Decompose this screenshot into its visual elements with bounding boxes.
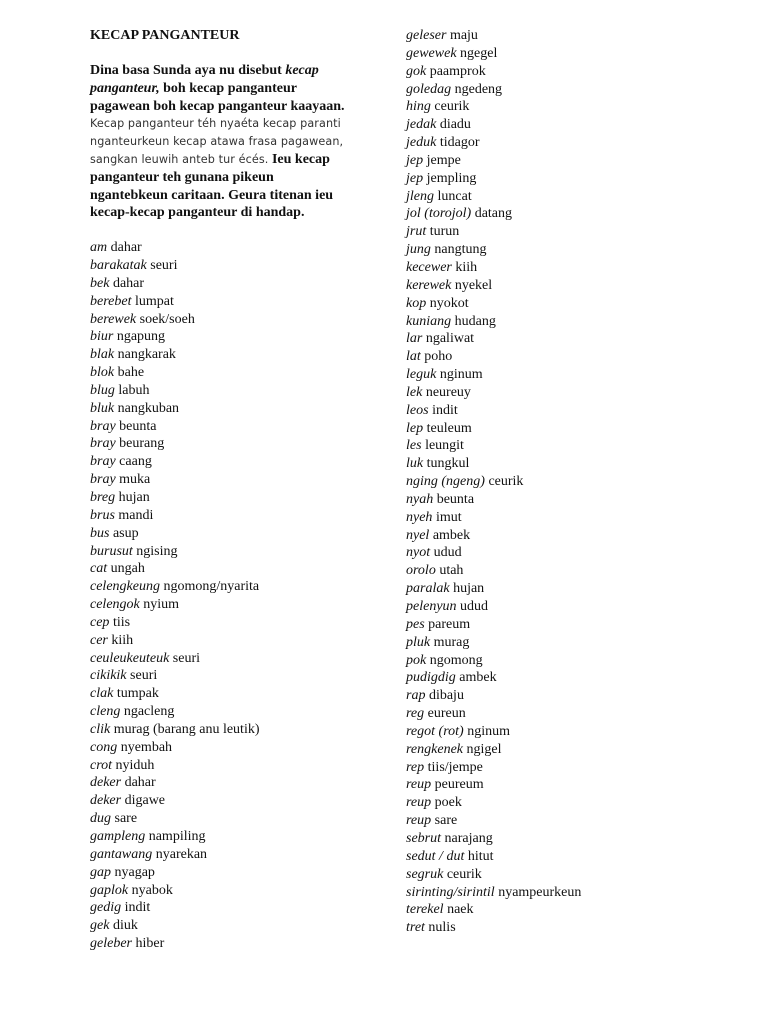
entry-meaning: ceurik [434,99,470,115]
entry-word: hing [406,99,431,115]
entry-meaning: ngomong/nyarita [163,579,260,595]
entry-word: deker [90,775,122,791]
entry-word: jrut [406,224,427,240]
entry-meaning: labuh [118,382,150,398]
entry-meaning: ngacleng [123,704,175,720]
list-item [90,328,390,346]
entry-word: kop [406,295,427,311]
entry-word: gedig [90,900,122,916]
entry-meaning: ngapung [116,329,166,345]
list-item [90,346,390,364]
entry-word: bus [90,525,110,541]
entry-word: bray [90,418,116,434]
list-item [90,543,390,561]
entry-word: bek [90,275,110,291]
entry-meaning: nampiling [148,829,206,845]
list-item [406,170,756,188]
list-item [90,864,390,882]
entry-meaning: ngaliwat [425,331,475,347]
entry-meaning: ngedeng [454,81,503,97]
left-column [90,27,390,953]
list-item [90,739,390,757]
entry-word: luk [406,456,424,472]
list-item [90,792,390,810]
list-item [406,63,756,81]
entry-meaning: nyarekan [155,846,208,862]
list-item [406,794,756,812]
entry-meaning: mandi [118,507,154,523]
entry-meaning: bahe [117,365,145,381]
entry-meaning: maju [449,28,478,43]
list-item [90,471,390,489]
entry-word: cer [90,632,108,648]
entry-word: jung [406,242,431,258]
entry-word: gaplok [90,882,129,898]
intro-bold-1: Dina basa Sunda aya nu disebut [90,63,286,78]
list-item [406,27,756,45]
entry-word: blug [90,382,115,398]
entry-word: gampleng [90,829,146,845]
list-item [406,330,756,348]
left-entry-list [90,239,390,953]
entry-word: brus [90,507,115,523]
entry-meaning: murag [433,634,470,650]
list-item [406,455,756,473]
entry-word: biur [90,329,114,345]
entry-meaning: narajang [444,830,493,846]
list-item [90,507,390,525]
entry-word: gek [90,918,110,934]
entry-word: cep [90,614,110,630]
right-column [406,27,756,937]
entry-word: reg [406,706,425,722]
entry-word: celengkeung [90,579,160,595]
list-item [406,830,756,848]
entry-meaning: peureum [434,777,484,793]
list-item [406,402,756,420]
entry-word: breg [90,489,116,505]
list-item [406,580,756,598]
list-item [406,295,756,313]
list-item [406,598,756,616]
entry-word: rengkenek [406,741,463,757]
entry-word: lat [406,349,421,365]
entry-meaning: ceurik [446,866,482,882]
list-item [406,776,756,794]
list-item [406,277,756,295]
entry-word: kecewer [406,259,452,275]
entry-word: tret [406,920,425,936]
intro-light-text: Kecap panganteur téh nyaéta kecap paranti nganteurkeun kecap atawa frasa pagawean, sangkan leuwih anteb tur écés. [90,117,344,166]
entry-word: gok [406,63,427,79]
list-item [90,525,390,543]
list-item [90,882,390,900]
entry-word: jep [406,152,424,168]
list-item [406,634,756,652]
list-item [406,313,756,331]
entry-meaning: udud [460,599,489,614]
entry-word: orolo [406,563,436,579]
intro-bold-2: boh kecap panganteur pagawean boh kecap panganteur kaayaan. [90,80,345,114]
entry-meaning: digawe [124,793,166,809]
list-item [406,205,756,223]
entry-meaning: beunta [436,491,475,507]
entry-meaning: nyabok [131,882,173,898]
list-item [90,239,390,257]
entry-meaning: ngomong [429,652,483,668]
entry-meaning: muka [119,472,151,488]
entry-meaning: nangtung [434,242,487,258]
entry-meaning: soek/soeh [139,311,195,327]
entry-meaning: dibaju [428,688,464,704]
list-item [406,473,756,491]
entry-word: jeduk [406,135,437,151]
entry-word: burusut [90,543,133,559]
entry-meaning: tidagor [439,135,480,151]
list-item [406,152,756,170]
entry-meaning: ngigel [466,741,502,757]
entry-word: jleng [406,188,434,204]
entry-word: bray [90,472,116,488]
entry-meaning: udud [433,545,462,561]
entry-word: reup [406,795,432,811]
entry-meaning: datang [474,206,513,222]
entry-meaning: nyagap [114,864,155,880]
entry-meaning: poek [434,795,462,811]
entry-meaning: ambek [459,670,497,686]
entry-meaning: nyium [143,597,180,613]
list-item [90,257,390,275]
intro-paragraph [90,62,352,222]
entry-meaning: seuri [172,650,200,666]
list-item [406,812,756,830]
entry-word: nyah [406,491,434,507]
entry-meaning: utah [439,563,464,579]
list-item [406,116,756,134]
entry-word: les [406,438,422,454]
list-item [90,418,390,436]
list-item [406,741,756,759]
list-item [90,846,390,864]
list-item [406,759,756,777]
entry-meaning: pareum [428,616,471,632]
list-item [90,578,390,596]
entry-meaning: jempling [426,170,477,186]
entry-meaning: ungah [110,561,145,577]
entry-word: lep [406,420,424,436]
list-item [406,81,756,99]
intro-bold-italic-1: kecap panganteur, [90,63,319,96]
list-item [90,364,390,382]
list-item [406,919,756,937]
entry-meaning: sare [434,813,458,829]
entry-word: sedut / dut [406,848,465,864]
entry-word: rep [406,759,425,775]
entry-meaning: diuk [112,918,138,934]
entry-word: nyel [406,527,430,543]
list-item [90,810,390,828]
entry-meaning: eureun [427,706,466,722]
entry-meaning: hudang [454,313,496,329]
list-item [406,241,756,259]
entry-word: sirinting/sirintil [406,884,495,900]
entry-word: deker [90,793,122,809]
entry-word: reup [406,813,432,829]
entry-word: leguk [406,367,437,383]
entry-meaning: indit [432,402,458,418]
list-item [90,560,390,578]
entry-meaning: kiih [455,259,478,275]
right-entry-list [406,27,756,937]
document-title: KECAP PANGANTEUR [90,28,240,43]
list-item [90,596,390,614]
entry-meaning: dahar [112,275,145,291]
entry-word: clik [90,721,111,737]
list-item [406,420,756,438]
list-item [406,687,756,705]
entry-word: bray [90,436,116,452]
list-item [406,901,756,919]
entry-meaning: lumpat [134,293,174,309]
entry-meaning: teuleum [426,420,472,436]
entry-word: regot (rot) [406,723,464,739]
entry-word: nging (ngeng) [406,474,485,490]
entry-word: pok [406,652,427,668]
entry-meaning: indit [124,900,151,916]
list-item [90,489,390,507]
entry-meaning: poho [424,349,453,365]
entry-word: gantawang [90,846,153,862]
entry-meaning: ngegel [460,45,498,61]
entry-word: nyot [406,545,431,561]
list-item [90,935,390,953]
entry-word: cat [90,561,108,577]
list-item [406,848,756,866]
list-item [90,382,390,400]
list-item [90,774,390,792]
entry-meaning: nangkuban [117,400,180,416]
list-item [406,259,756,277]
entry-meaning: naek [447,902,474,918]
entry-word: dug [90,811,111,827]
entry-meaning: ngising [136,543,178,559]
list-item [406,509,756,527]
entry-word: lek [406,384,423,400]
entry-meaning: nginum [467,723,510,739]
list-item [406,705,756,723]
entry-meaning: nangkarak [117,347,176,363]
list-item [406,562,756,580]
list-item [90,614,390,632]
list-item [90,828,390,846]
list-item [90,275,390,293]
entry-word: blak [90,347,115,363]
entry-word: cong [90,739,118,755]
entry-word: pes [406,616,425,632]
entry-meaning: luncat [437,188,472,204]
entry-meaning: dahar [110,240,142,256]
entry-word: rap [406,688,426,704]
list-item [406,348,756,366]
entry-word: gap [90,864,111,880]
list-item [406,866,756,884]
entry-word: reup [406,777,432,793]
entry-meaning: nyekel [454,277,493,293]
entry-word: blok [90,365,115,381]
entry-meaning: ceurik [488,474,524,490]
list-item [406,366,756,384]
entry-meaning: tiis/jempe [427,759,483,775]
entry-word: berewek [90,311,137,327]
list-item [90,650,390,668]
list-item [406,188,756,206]
entry-meaning: paamprok [429,63,486,79]
list-item [90,667,390,685]
list-item [90,311,390,329]
entry-meaning: dahar [124,775,156,791]
entry-word: cikikik [90,668,127,684]
entry-meaning: imut [435,509,462,525]
list-item [90,721,390,739]
entry-meaning: nyiduh [115,757,155,773]
entry-meaning: leungit [425,438,464,454]
entry-word: celengok [90,597,140,613]
list-item [90,293,390,311]
entry-word: berebet [90,293,132,309]
entry-meaning: seuri [130,668,158,684]
entry-word: paralak [406,581,450,597]
entry-word: clak [90,686,114,702]
list-item [90,632,390,650]
entry-word: jedak [406,117,437,133]
list-item [406,544,756,562]
list-item [90,435,390,453]
entry-word: segruk [406,866,444,882]
entry-word: sebrut [406,830,441,846]
entry-meaning: hiber [135,936,165,952]
list-item [406,884,756,902]
entry-word: terekel [406,902,444,918]
list-item [406,98,756,116]
entry-meaning: beunta [119,418,157,434]
list-item [90,917,390,935]
entry-word: geleser [406,28,447,43]
list-item [90,703,390,721]
entry-meaning: nyokot [429,295,469,311]
list-item [406,652,756,670]
entry-meaning: nulis [428,920,456,936]
list-item [406,491,756,509]
entry-meaning: sare [114,811,138,827]
entry-meaning: hitut [467,848,494,864]
entry-meaning: caang [119,454,152,470]
entry-word: geleber [90,936,132,952]
entry-meaning: asup [112,525,139,541]
entry-meaning: diadu [439,117,471,133]
list-item [406,134,756,152]
list-item [406,669,756,687]
list-item [406,527,756,545]
entry-meaning: neureuy [425,384,471,400]
list-item [406,384,756,402]
entry-word: lar [406,331,423,347]
entry-word: jol (torojol) [406,206,472,222]
list-item [406,45,756,63]
entry-meaning: tungkul [426,456,470,472]
entry-meaning: beurang [119,436,165,452]
list-item [90,685,390,703]
entry-word: leos [406,402,429,418]
entry-meaning: nyembah [120,739,173,755]
entry-meaning: murag (barang anu leutik) [113,721,260,737]
list-item [406,223,756,241]
entry-meaning: ambek [432,527,471,543]
entry-meaning: tiis [112,614,131,630]
entry-word: nyeh [406,509,433,525]
intro-bold-3: Ieu kecap panganteur teh gunana pikeun ngantebkeun caritaan. Geura titenan ieu kecap-kecap panganteur di handap. [90,151,334,221]
list-item [406,723,756,741]
entry-meaning: nyampeurkeun [498,884,582,900]
entry-meaning: tumpak [116,686,159,702]
entry-word: bray [90,454,116,470]
list-item [406,437,756,455]
entry-word: jep [406,170,424,186]
entry-word: goledag [406,81,452,97]
entry-meaning: nginum [439,367,483,383]
entry-word: pudigdig [406,670,456,686]
entry-word: kuniang [406,313,452,329]
entry-word: pluk [406,634,431,650]
entry-word: barakatak [90,258,147,274]
entry-meaning: seuri [150,258,178,274]
entry-meaning: kiih [111,632,134,648]
entry-word: cleng [90,704,121,720]
entry-meaning: hujan [118,489,150,505]
list-item [90,400,390,418]
list-item [90,899,390,917]
list-item [406,616,756,634]
entry-word: pelenyun [406,599,457,614]
entry-word: gewewek [406,45,457,61]
entry-word: am [90,240,108,256]
entry-meaning: hujan [453,581,485,597]
entry-word: bluk [90,400,115,416]
entry-word: crot [90,757,113,773]
entry-word: kerewek [406,277,452,293]
list-item [90,757,390,775]
list-item [90,453,390,471]
entry-word: ceuleukeuteuk [90,650,170,666]
entry-meaning: jempe [426,152,461,168]
entry-meaning: turun [429,224,460,240]
